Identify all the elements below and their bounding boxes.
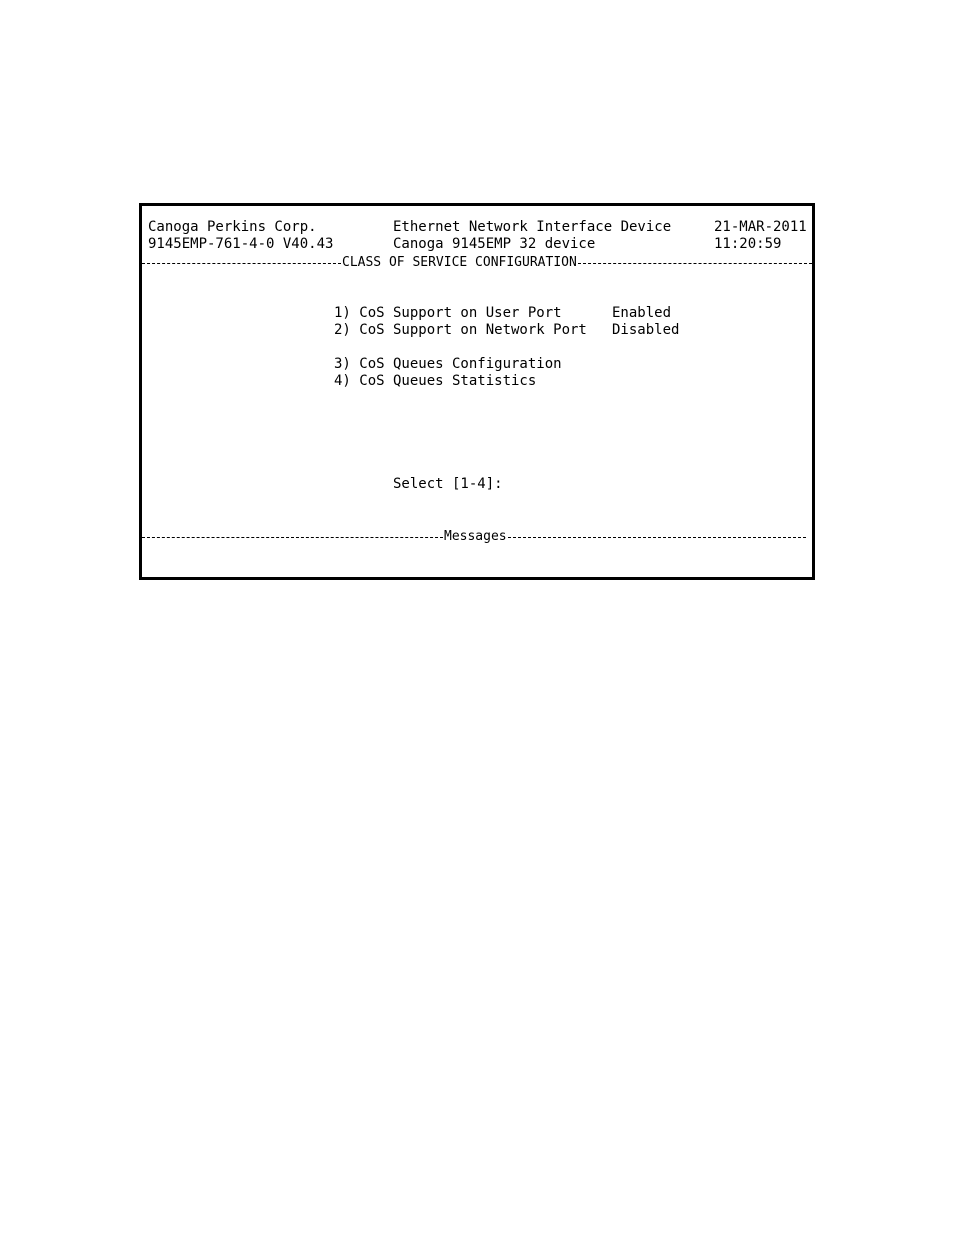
date-display: 21-MAR-2011	[714, 219, 807, 235]
screen-title: CLASS OF SERVICE CONFIGURATION	[342, 255, 577, 270]
menu-item-user-port[interactable]: 1) CoS Support on User Port	[334, 305, 562, 321]
terminal-window	[139, 203, 815, 580]
menu-item-network-port[interactable]: 2) CoS Support on Network Port	[334, 322, 587, 338]
messages-area	[142, 548, 812, 578]
messages-divider	[142, 528, 812, 545]
title-divider	[142, 254, 812, 271]
company-name: Canoga Perkins Corp.	[148, 219, 317, 235]
divider-line-left	[142, 263, 341, 264]
device-name: Canoga 9145EMP 32 device	[393, 236, 596, 252]
firmware-version: 9145EMP-761-4-0 V40.43	[148, 236, 334, 252]
select-prompt[interactable]: Select [1-4]:	[393, 476, 503, 492]
menu-item-queues-statistics[interactable]: 4) CoS Queues Statistics	[334, 373, 537, 389]
menu-item-queues-configuration[interactable]: 3) CoS Queues Configuration	[334, 356, 562, 372]
messages-line-right	[508, 537, 806, 538]
messages-title: Messages	[444, 529, 507, 544]
network-port-status: Disabled	[612, 322, 680, 338]
messages-line-left	[142, 537, 443, 538]
product-title: Ethernet Network Interface Device	[393, 219, 672, 235]
user-port-status: Enabled	[612, 305, 672, 321]
divider-line-right	[578, 263, 812, 264]
time-display: 11:20:59	[714, 236, 782, 252]
